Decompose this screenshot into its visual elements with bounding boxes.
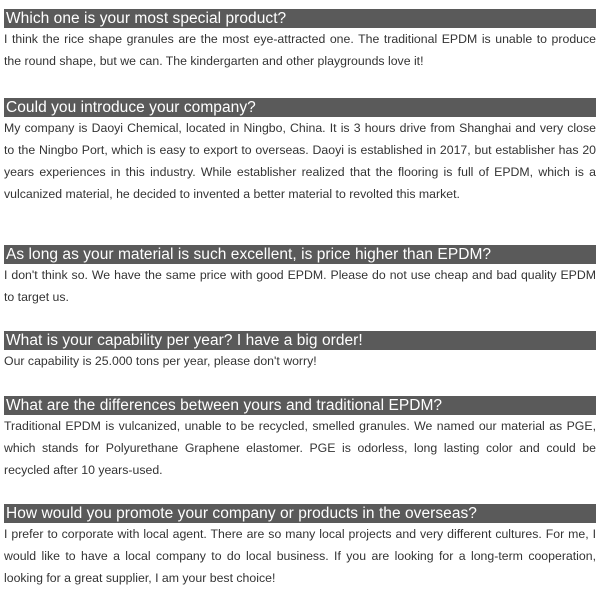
faq-question: As long as your material is such excellent, is price higher than EPDM? bbox=[4, 245, 596, 264]
faq-item bbox=[4, 331, 596, 372]
faq-question: What is your capability per year? I have a big order! bbox=[4, 331, 596, 350]
faq-answer: I don't think so. We have the same price with good EPDM. Please do not use cheap and bad quality EPDM to target us. bbox=[4, 268, 596, 304]
faq-item bbox=[4, 504, 596, 589]
faq-answer: Traditional EPDM is vulcanized, unable to be recycled, smelled granules. We named our material as PGE, which stands for Polyurethane Graphene elastomer. PGE is odorless, long lasting color and could be recycled after 10 years-used. bbox=[4, 419, 596, 477]
faq-question: Which one is your most special product? bbox=[4, 9, 596, 28]
faq-answer: My company is Daoyi Chemical, located in Ningbo, China. It is 3 hours drive from Shanghai and very close to the Ningbo Port, which is easy to export to overseas. Daoyi is established in 2017, but establisher has 20 years experiences in this industry. While establisher realized that the flooring is full of EPDM, which is a vulcanized material, he decided to invented a better material to revolted this market. bbox=[4, 121, 596, 201]
faq-question: How would you promote your company or products in the overseas? bbox=[4, 504, 596, 523]
faq-item bbox=[4, 245, 596, 308]
faq-item bbox=[4, 9, 596, 72]
faq-answer: Our capability is 25.000 tons per year, please don't worry! bbox=[4, 354, 317, 368]
faq-answer: I prefer to corporate with local agent. There are so many local projects and very different cultures. For me, I would like to have a local company to do local business. If you are looking for a long-term cooperation, looking for a great supplier, I am your best choice! bbox=[4, 527, 596, 585]
faq-question: Could you introduce your company? bbox=[4, 98, 596, 117]
faq-question: What are the differences between yours and traditional EPDM? bbox=[4, 396, 596, 415]
faq-item bbox=[4, 396, 596, 481]
faq-item bbox=[4, 98, 596, 205]
faq-answer: I think the rice shape granules are the most eye-attracted one. The traditional EPDM is unable to produce the round shape, but we can. The kindergarten and other playgrounds love it! bbox=[4, 32, 596, 68]
